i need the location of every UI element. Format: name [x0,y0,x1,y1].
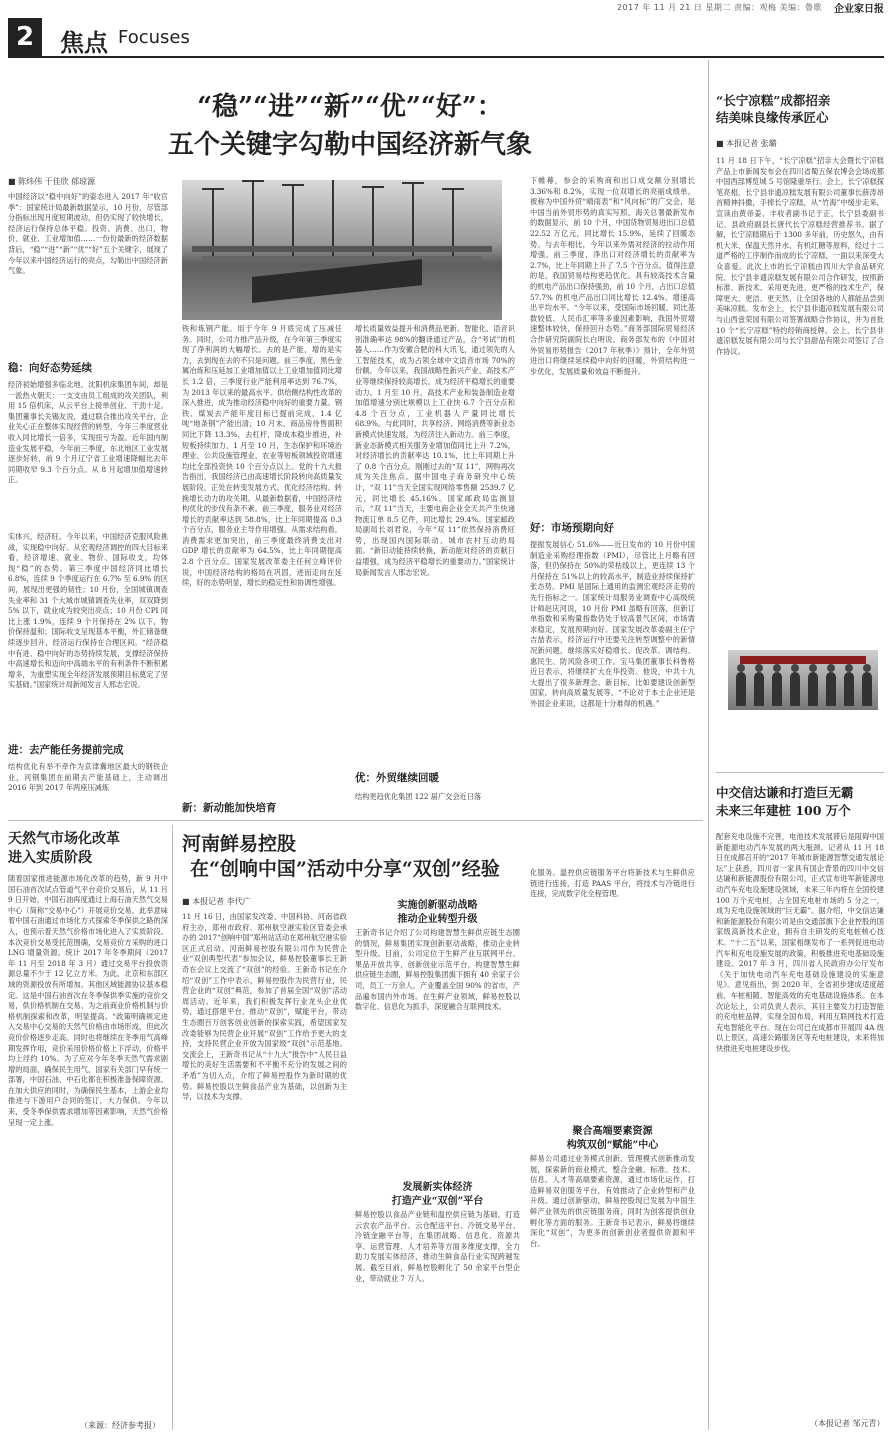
main-col4-body: 下帷幕，参会的采购商和出口成交额分别增长 3.36%和 8.2%，实现一位双增长的亮丽成绩单。被称为中国外贸“晴雨表”和“风向标”的广交会，是中国当前外贸形势的真实写照。海关总署最新发布的数据显示，前 10 个月，中国货物贸易进出口总值 22.52 万亿元，同比增长 15.9%，延续了回暖态势。与去年相比，今年以来外需对经济的拉动作用增强。前三季度，净出口对经济增长的贡献率为 2.7%，比上年同期上升了 7.5 个百分点。值得注意的是，我国贸易结构更趋优化。具有较高技术含量的机电产品出口保持强劲，前 10 个月，占出口总值 57.7% 的机电产品出口同比增长 12.4%。增速高出平均水平。“今年以来，受国际市场回暖、同比基数较低、人民币汇率等多重因素影响，我国外贸增速整体较快，保持回升态势。”商务部国际贸易经济合作研究院副院长白明说。商务部发布的《中国对外贸易形势报告（2017 年秋季）》预计，全年外贸进出口将继续延续稳中向好的回暖，外贸结构进一步优化，发展质量和效益不断提升。 [530,176,695,376]
section-name: 焦点 [60,29,108,57]
zhongjiao-headline [716,784,886,820]
henan-headline-line1: 河南鲜易控股 [182,833,297,855]
main-col3-body: 增长质量效益提升和消费品更新、智能化、语音识别准确率达 98%的翻译通过产品，合“考试”的机器人……作为安徽合肥的科大讯飞，通过领先的人工智能技术，成为占领全球中文语音市场 70%的份额。今年以来，我国战略性新兴产业、高技术产业等继续保持较高增长，成为经济平稳增长的重要动力。1 月至 10 月，高技术产业和装备制造业增加值增速分别比规模以上工业快 6.7 个百分点和 4.8 个百分点，工业机器人产量同比增长 68.9%。与此同时，共享经济、网络消费等新业态新模式快速发展，为经济注入新动力。前三季度，新业态新模式相关服务业增加值同比上升 7.2%，对经济增长的贡献率达 10.1%，比上年同期上升了 0.8 个百分点。刚刚过去的“双 11”，网购再次成为关注焦点。据中国电子商务研究中心统计，“双 11”当天全国实现网络零售额 2539.7 亿元，同比增长 45.16%。国家邮政局监测显示，“双 11”当天，主要电商企业全天共产生快递物流订单 8.5 亿件，同比增长 29.4%。国家邮政局副局长刘君说，今年“双 11”依然保持消费旺势，出现国内国际联动、城市农村互动的局面。“新旧动能持续转换，新动能对经济的贡献日益增强，成为经济平稳增长的重要动力。”国家统计局新闻发言人邢志宏说。 [355,324,515,577]
henan-sub4: 打造产业“双创”平台 [391,1196,484,1207]
main-sub-advance: 进：去产能任务提前完成 [8,744,124,756]
henan-col1: 11 月 16 日，由国家发改委、中国科协、河南省政府主办，郑州市政府、郑州航空港实验区管委会承办的 2017“创响中国”郑州站活动在郑州航空港实验区正式启动。河南鲜易控股有限公司作为民营企业“双创典型代表”参加会议，鲜易控股董事长王新奇在会议上交流了“双创”的经验。王新奇书记在介绍“双创”工作中表示，鲜易控股作为民营行业，民营企业的“双创”典范，参加了首届全国“双创”活动周活动。近年来，我们积极发挥行业龙头企业优势，通过搭建平台、推动“双创”，赋能平台，带动生态圈百万创客创业创新的探索实践，希望国家发改委能够为民营企业开展“双创”工作给予更大的支持，支持民营企业开放为国家级“双创”示范基地。交流会上，王新奇书记从“十九大”报告中“人民日益增长的美好生活需要和不平衡不充分的发展之间的矛盾”为切入点，介绍了鲜易控股作为新时期的优势。鲜易控股以生鲜食品产业为基础，以创新为主导，以技术为支撑。 [182,912,347,1102]
port-photo [182,180,502,320]
top-header [0,0,892,14]
gas-divider [172,825,173,1430]
henan-sub6: 构筑双创“赋能”中心 [566,1140,659,1151]
masthead: 企业家日报 [834,4,884,15]
henan-sub3: 发展新实体经济 [402,1182,473,1193]
main-sub-stable: 稳：向好态势延续 [8,362,92,374]
henan-byline: ■ 本报记者 李代广 [182,897,251,906]
gas-headline-line2: 进入实质阶段 [8,850,92,866]
main-headline-line1: “稳”“进”“新”“优”“好”： [197,92,503,122]
section-english: Focuses [118,27,190,48]
henan-sub1: 实施创新驱动战略 [397,900,478,911]
zhongjiao-headline-line1: 中交信达谦和打造巨无霸 [716,785,854,800]
henan-sub5: 聚合高端要素资源 [572,1126,653,1137]
gas-source: （来源：经济参考报） [80,1421,160,1430]
main-headline [20,88,680,164]
date-line: 2017 年 11 月 21 日 星期二 责编：观梅 美编：鲁歌 [616,3,822,12]
ningning-headline [716,92,886,126]
event-photo [728,650,878,710]
horizontal-divider [8,820,703,821]
ningning-byline: ■ 本报记者 张璐 [716,139,777,148]
main-sub-new: 新：新动能加快培育 [182,802,277,814]
main-byline: ■ 陈炜伟 于佳欣 郁琼源 [8,177,96,186]
main-sub-optimize: 优：外贸继续回暖 [355,772,439,784]
henan-col2b: 鲜易控股以食品产业链和温控供应链为基础，打造云农农产品平台、云仓配送平台、冷链交易平台、冷链金融平台等，在集团战略、信息化、资源共享、运营管理、人才培养等方面多维度支撑，全力助力发展实体经济，推动生鲜食品行业实现跨越发展。截至目前，鲜易控股孵化了 50 余家平台型企业，带动就业 7 万人。 [355,1210,520,1283]
main-headline-line2: 五个关键字勾勒中国经济新气象 [167,130,532,160]
right-rule [716,772,884,773]
main-col1-more: 实体兴，经济旺。今年以来，中国经济克服风险挑战，实现稳中向好。从宏观经济调控的四大目标来看，经济增速、就业、物价、国际收支，均体现“稳”的态势。第三季度中国经济同比增长 6.8%，连续 9 个季度运行在 6.7% 至 6.9% 的区间，展现出更强的韧性；10 月份，全国城镇调查失业率和 31 个大城市城镇调查失业率，双双降到 5% 以下，就业成为较突出亮点；10 月份 CPI 同比上涨 1.9%，连续 9 个月保持在 2% 以下，物价保持温和；国际收支呈现基本平衡，外汇储备继续逐步回升，经济运行保持在合理区间。“经济稳中有进、稳中向好的态势持续发展，支撑经济保持中高速增长和迈向中高端水平的有利条件不断积累增多，为重塑实现全年经济发展预期目标奠定了坚实基础。”国家统计局新闻发言人邢志宏说。 [8,532,168,690]
henan-sub2: 推动企业转型升级 [397,914,478,925]
main-col3-tail: 结构更趋优化集团 122 届广交会近日落 [355,792,482,801]
zhongjiao-author: （本报记者 邹元青） [810,1419,885,1428]
main-col1-body: 经济初始增强多临北地、沈阳机床集团车间，却是一派热火朝天：一支支由员工组成的攻关团队，利用 15 倍机床，从云平台上接单创业、干劲十足。集团董事长关锡友说，通过联合推出攻关平台，企业关心正在整体实现经营的转型、今年三季度营业收入同比增长一倍多，实现扭亏为盈。近年国内制造业发展平稳，今年前三季度，东北地区工业发展逐步好转，前 9 个月辽宁省工业增速降幅比去年同期收窄 9.3 个百分点。从 8 月起增加值增速转正。 [8,380,168,485]
zhongjiao-headline-line2: 未来三年建桩 100 万个 [716,803,851,818]
henan-col3-top: 化服务。温控供应链服务平台将新技术与生鲜供应链进行连接，打造 PAAS 平台，将技术与冷链进行连接，完成数字化全程管理。 [530,868,695,899]
main-sub-good: 好：市场预期向好 [530,522,614,534]
ningning-body: 11 月 18 日下午，“长宁凉糕”招亲大会暨长宁凉糕产品上市新闻发布会在四川省蜀五保农博会会场成都中国西部博览城 5 号馆隆重举行。会上，长宁凉糕探笔亮相，长宁县非遗凉糕发展有限公司董事长薛涛昂首精神抖擞，手捧长宁凉糕，从“竹海”中缓步走来，宣读由黄帝姜、丰收者副书记于正，长宁县委副书记、县政府副县长唐代长宁凉糕经营推荐书。据了解，长宁凉糕期后于 1300 多年前，历史悠久，由有机大米、保温天然井水、有机红糖等原料，经过十二道严格的工序制作而成的长宁凉糕，一面以来深受大众喜爱。此次上市的长宁凉糕由四川大学食品研究院、长宁县非遗凉糕发展有限公司合作研发，按照新标准、新技术、采用更先进、更严格的技术生产，保障更大、更洁、更天然，让全国各地的人都能品尝到美味凉糕。发布会上，长宁县非遗凉糕发展有限公司与山西壹荣园有限公司签署战略合作协议，并为首批 10 个“长宁凉糕”特约经销商授牌。会上，长宁县非遗凉糕发展有限公司与长宁县甜品有限公司签订了合作协议。 [716,156,884,356]
section-bar [8,18,884,58]
main-col1-tail: 结构优化有举不牵作为京津冀地区最大的钢铁企业，河钢集团在前期去产能基础上，主动调出 2016 年到 2017 年两座压减炼 [8,762,168,793]
right-divider [708,60,709,1430]
henan-col3: 鲜易公司通过业务模式创新、管理模式创新推动发展，探索新的商业模式，整合金融、标准、技术、信息、人才等高端要素资源，通过市场化运作，打造鲜易双创服务平台，有效推动了企业转型和产业升级。通过创新驱动，鲜易控股现已发展为中国生鲜产业领先的供应链服务商，同时为创客提供创业孵化等方面的服务。王新奇书记表示，鲜易将继续深化“双创”，为更多的创新创业者提供资源和平台。 [530,1154,695,1248]
zhongjiao-body: 配套充电设施不完善，电池技术发展滞后是阻碍中国新能源电动汽车发展的两大瓶颈。记者从 11 月 18 日在成都召开的“2017 年城市新能源智慧交通发展论坛”上获悉，四川省一家具有国企背景的四川中交信达谦和新能源股份有限公司，正式宣布进军新能源电动汽车充电设施建设领域，未来三年内将在全国投建 100 万个充电桩，占全国充电桩市场的 5 分之一，成为充电设施领域的“巨无霸”。据介绍，中交信达谦和新能源股份有限公司是由交通部旗下企业控股的国家级高新技术企业，拥有自主研发的充电桩核心技术。“十二五”以来，国家相继发布了一系列促进电动汽车和充电设施发展的政策，积极推进充电基础设施建设。2017 年 3 月，四川省人民政府办公厅发布《关于加快电动汽车充电基础设施建设的实施意见》。意见指出，到 2020 年，全省初步建成适度超前、车桩相随、智能高效的充电基础设施体系。在本次论坛上，公司负责人表示，其目主要发力打造智能的充电桩品牌，实现全国布局，利用互联网技术打造充电智能化平台。现在公司已在成都市开展四 4A 级以上景区，高速公路服务区等充电桩建设，未来将加快推进充电桩建设步伐。 [716,832,884,1053]
section-number: 2 [8,18,42,56]
gas-body: 随着国家推进能源市场化改革的趋势，新 9 月中国石油首次试点管道气平台竞价交易后，从 11 月 9 日开始，中国石油再度通过上海石油天然气交易中心（简称“交易中心”）开展竞价交易，此举意味着中国石油通过市场化方式探索冬季保供之路的深入，也预示着天然气价格市场化进入了实质阶段。本次竞价交易受托范围确，交易竞价方采购的进口 LNG 增量资源。统计 2017 年冬季期间（2017 年 11 月至 2018 年 3 月）通过交易平台投放资源总量不少于 12 亿立方米。为此，北京和东部区域的资源投放有所增加。其他区域能源协议基本稳定。这是中国石油首次在冬季保供季实施的竞价交易，供价格机制在交易、为之前商业价格机制与价格机制探索和改革，明显提高。“政策明确规定进入交易中心交易的天然气价格由市场形成，但此次竞价价格逐步走高。同时也将继续在冬季用气高峰期发挥作用，竞价采用价格价格上下浮动，价格平均上浮约 10%。为了应对今年冬季天然气需求剧增的局面，确保民生用气，国家有关部门早有统一部署，中国石油、中石化都在积极准备保障资源。在加大供应的同时，为确保民生基本，上游企业均推进与下游用户合同的签订，大力保供。今年以来，受冬季保供需求增加等因素影响，天然气价格呈现一定上涨。 [8,874,168,1127]
henan-col2: 王新奇书记介绍了公司构建智慧生鲜供应链生态圈的情况，鲜易集团实现创新驱动战略，推动企业转型升级。目前，公司定位于生鲜产业互联网平台、果品开放共享、创新创业示范平台，构建智慧生鲜供应链生态圈，鲜易控股集团旗下拥有 40 余家子公司，员工一万余人，产业覆盖全国 90% 的省市，产品遍布国内外市场。在生鲜产业领域，鲜易控股以数字化、信息化为抓手，深度融合互联网技术。 [355,928,520,1012]
main-col4-tail: 提振发展信心 51.6%——近日发布的 10 月份中国制造业采购经理指数（PMI），尽管比上月略有回落，但仍保持在 50%的荣枯线以上，更连续 13 个月保持在 51%以上的较高水平，制造业持续保持扩张态势。PMI 是国际上通用的监测宏观经济走势的先行指标之一。国家统计局服务业调查中心高级统计师赵庆河说，10 月份 PMI 虽略有回落，但新订单指数和采购量指数仍处于较高景气区间，市场需求稳定，发展预期向好。国家发展改革委副主任宁吉喆表示，经济运行中还要关注转型调整中的新情况新问题，继续落实好稳增长、促改革、调结构、惠民生、防风险各项工作。宝马集团董事长科鲁格近日表示，将继续扩大在华投资。他说，中共十九大提出了很多新理念、新目标，比如要建设创新型国家，转向高质量发展等。“不论对于本土企业还是外国企业来说，这都是十分难得的机遇。” [530,540,695,708]
gas-headline [8,830,168,868]
main-intro: 中国经济以“稳中向好”的姿态进入 2017 年“收官季”：国家统计局最新数据显示，10 月份，尽管部分指标出现月度短期波动，但仍实现了较快增长，经济运行保持总体平稳。投资、消费、出口，物价、就业、工业增加值……一份份最新的经济数据背后，“稳”“进”“新”“优”“好”五个关键字，展现了今年以来中国经济运行的亮点，勾勒出中国经济新气象。 [8,192,168,276]
gas-headline-line1: 天然气市场化改革 [8,831,120,847]
henan-headline-line2: 在“创响中国”活动中分享“双创”经验 [190,858,500,880]
ningning-headline-line2: 结美味良缘传承匠心 [716,110,829,125]
ningning-headline-line1: “长宁凉糕”成都招亲 [716,93,831,108]
main-col2-body: 铁和炼钢产能。用于今年 9 月底完成了压减任务。同时，公司力推产品升级，在今年第三季度实现了净利润的大幅增长。去的是产能，增的是实力，去到现在去的不只是问题。前三季度，黑色金属冶炼和压延加工业增加值以上工业增加值同比增长 1.2 倍，三季度行业产能利用率达到 76.7%，为 2013 年以来的最高水平。供给侧结构性改革的深入推进，成为推动经济稳中向好的重要力量。钢铁、煤炭去产能年度目标已提前完成，1.4 亿吨“地条钢”产能出清；10 月末，商品房待售面积同比下降 13.3%，去杠杆，降成本稳步推进，补短板持续加力，1 月至 10 月，生态保护和环境治理业、公共设施管理业、农业等短板领域投资增速均比全部投资快 10 个百分点以上。党的十九大报告指出，我国经济已由高速增长阶段转向高质量发展阶段，正处在转变发展方式、优化经济结构、转换增长动力的攻关期。从最新数据看，中国经济结构优化的步伐有条不紊。前三季度，服务业对经济增长的贡献率达到 58.8%，比上年同期提高 0.3 个百分点，服务业主导作用增强。从需求结构看，消费需求更加突出，前三季度最终消费支出对 GDP 增长的贡献率为 64.5%，比上年同期提高 2.8 个百分点。国家发展改革委主任何立峰评价说，中国经济结构的格局在巩固，进而走向在延续，好的态势明显，增长的稳定性和协调性增强。 [182,324,342,588]
